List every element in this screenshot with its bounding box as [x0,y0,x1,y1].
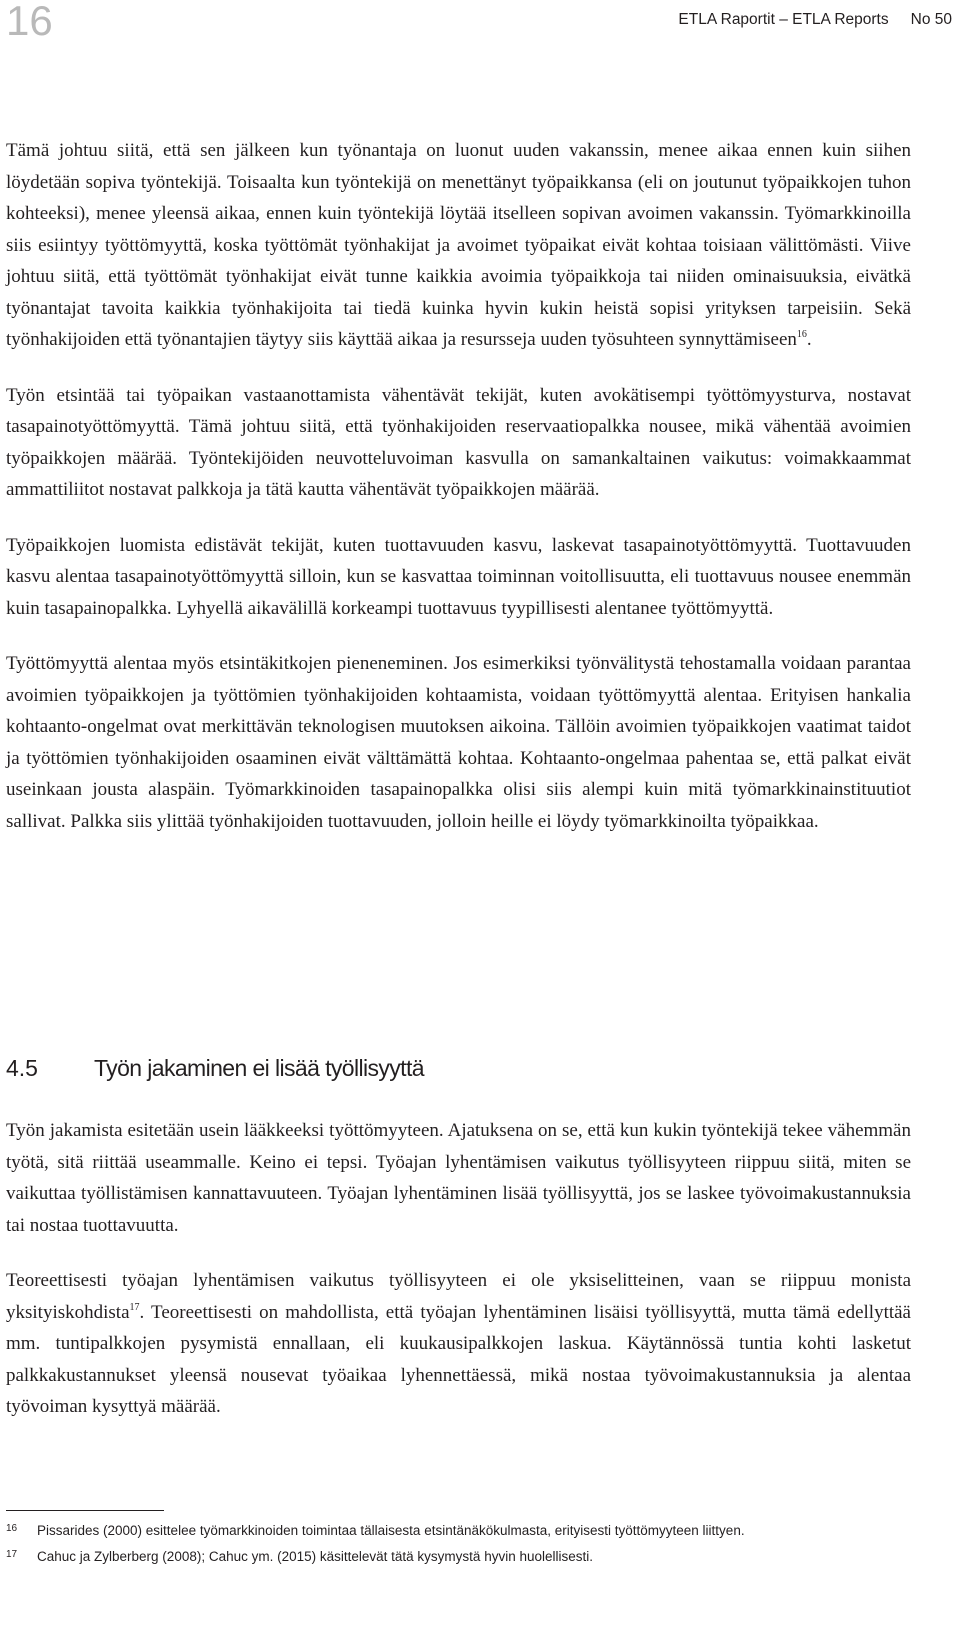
paragraph-2: Työn etsintää tai työpaikan vastaanottamista vähentävät tekijät, kuten avokätisempi työttömyysturva, nostavat tasapainotyöttömyyttä. Tämä johtuu siitä, että työnhakijoiden reservaatiopalkka nousee, mikä vähentää avoimien työpaikkojen määrää. Työntekijöiden neuvotteluvoiman kasvulla on samankaltainen vaikutus: voimakkaammat ammattiliitot nostavat palkkoja ja tätä kautta vähentävät työpaikkojen määrää. [6,384,911,500]
footnote-text: Cahuc ja Zylberberg (2008); Cahuc ym. (2015) käsittelevät tätä kysymystä hyvin huolellisesti. [37,1549,593,1564]
paragraph-4: Työttömyyttä alentaa myös etsintäkitkojen pieneneminen. Jos esimerkiksi työnvälitystä tehostamalla voidaan parantaa avoimien työpaikkojen ja työttömien työnhakijoiden kohtaamista, voidaan työttömyyttä alentaa. Erityisen hankalia kohtaanto-ongelmat ovat merkittävän teknologisen muutoksen aikoina. Tällöin avoimien työpaikkojen vaatimat taidot ja työttömien työnhakijoiden osaaminen eivät välttämättä kohtaa. Kohtaanto-ongelmaa pahentaa se, että palkat eivät useinkaan jousta alaspäin. Työmarkkinoiden tasapainopalkka olisi siis alempi kuin mitä työmarkkinainstituutiot sallivat. Palkka siis ylittää työnhakijoiden tuottavuuden, jolloin heille ei löydy työmarkkinoilta työpaikkaa. [6,653,911,832]
section-body-text [6,1115,911,1423]
series-name: ETLA Raportit – ETLA Reports [678,11,889,28]
report-number: No 50 [910,11,952,28]
section-paragraph-1: Työn jakamista esitetään usein lääkkeeksi työttömyyteen. Ajatuksena on se, että kun kukin työntekijä tekee vähemmän työtä, sitä riittää useammalle. Keino ei tepsi. Työajan lyhentämisen vaikutus työllisyyteen riippuu siitä, miten se vaikuttaa työllistämisen kannattavuuteen. Työajan lyhentäminen lisää työllisyyttä, jos se laskee työvoimakustannuksia tai nostaa tuottavuutta. [6,1120,911,1236]
section-number: 4.5 [6,1055,38,1081]
section-paragraph-2 [6,1265,911,1423]
footnote-17 [6,1547,911,1569]
paragraph-1 [6,135,911,356]
paragraph-3: Työpaikkojen luomista edistävät tekijät, kuten tuottavuuden kasvu, laskevat tasapainotyöttömyyttä. Tuottavuuden kasvu alentaa tasapainotyöttömyyttä silloin, kun se kasvattaa toiminnan voitollisuutta, eli tuottavuus nousee enemmän kuin tasapainopalkka. Lyhyellä aikavälillä korkeampi tuottavuus tyypillisesti alentanee työttömyyttä. [6,534,911,619]
section-heading [6,1053,424,1083]
paragraph-text-end: . Teoreettisesti on mahdollista, että työajan lyhentäminen lisäisi työllisyyttä, mutta tämä edellyttää mm. tuntipalkkojen pysymistä ennallaan, eli kuukausipalkkojen laskua. Käytännössä tuntia kohti lasketut palkkakustannukset yleensä nousevat työaikaa lyhennettäessä, mikä nostaa työvoimakustannuksia ja alentaa työvoiman kysyttyä määrää. [6,1301,911,1417]
footnote-ref-17[interactable]: 17 [129,1301,140,1313]
paragraph-text: Teoreettisesti työajan lyhentämisen vaikutus työllisyyteen ei ole yksiselitteinen, vaan se riippuu monista yksityiskohdista [6,1270,911,1323]
section-title: Työn jakaminen ei lisää työllisyyttä [94,1055,424,1081]
paragraph-text: Tämä johtuu siitä, että sen jälkeen kun työnantaja on luonut uuden vakanssin, menee aikaa ennen kuin siihen löydetään sopiva työntekijä. Toisaalta kun työntekijä on menettänyt työpaikkansa (eli on joutunut työpaikkojen tuhon kohteeksi), menee yleensä aikaa, ennen kuin työntekijä löytää itselleen sopivan avoimen vakanssin. Työmarkkinoilla siis esiintyy työttömyyttä, koska työttömät työnhakijat ja avoimet työpaikat eivät kohtaa toisiaan välittömästi. Viive johtuu siitä, että työttömät työnhakijat eivät tunne kaikkia avoimia työpaikkoja tai niiden ominaisuuksia, eivätkä työnantajat tavoita kaikkia työnhakijoita tai tiedä kuinka hyvin kukin heistä sopisi yrityksen tarpeisiin. Sekä työnhakijoiden että työnantajien täytyy siis käyttää aikaa ja resursseja uuden työsuhteen synnyttämiseen [6,140,911,350]
footnote-16 [6,1521,911,1543]
body-text [6,135,911,837]
footnote-mark: 17 [6,1549,18,1560]
footnote-mark: 16 [6,1523,18,1534]
footnote-ref-16[interactable]: 16 [796,329,807,340]
footnote-divider [6,1510,164,1511]
footnote-text: Pissarides (2000) esittelee työmarkkinoiden toimintaa tällaisesta etsintänäkökulmasta, erityisesti työttömyyteen liittyen. [37,1523,745,1538]
paragraph-text-end: . [806,329,812,350]
page-number: 16 [6,0,53,44]
running-header [678,11,952,29]
